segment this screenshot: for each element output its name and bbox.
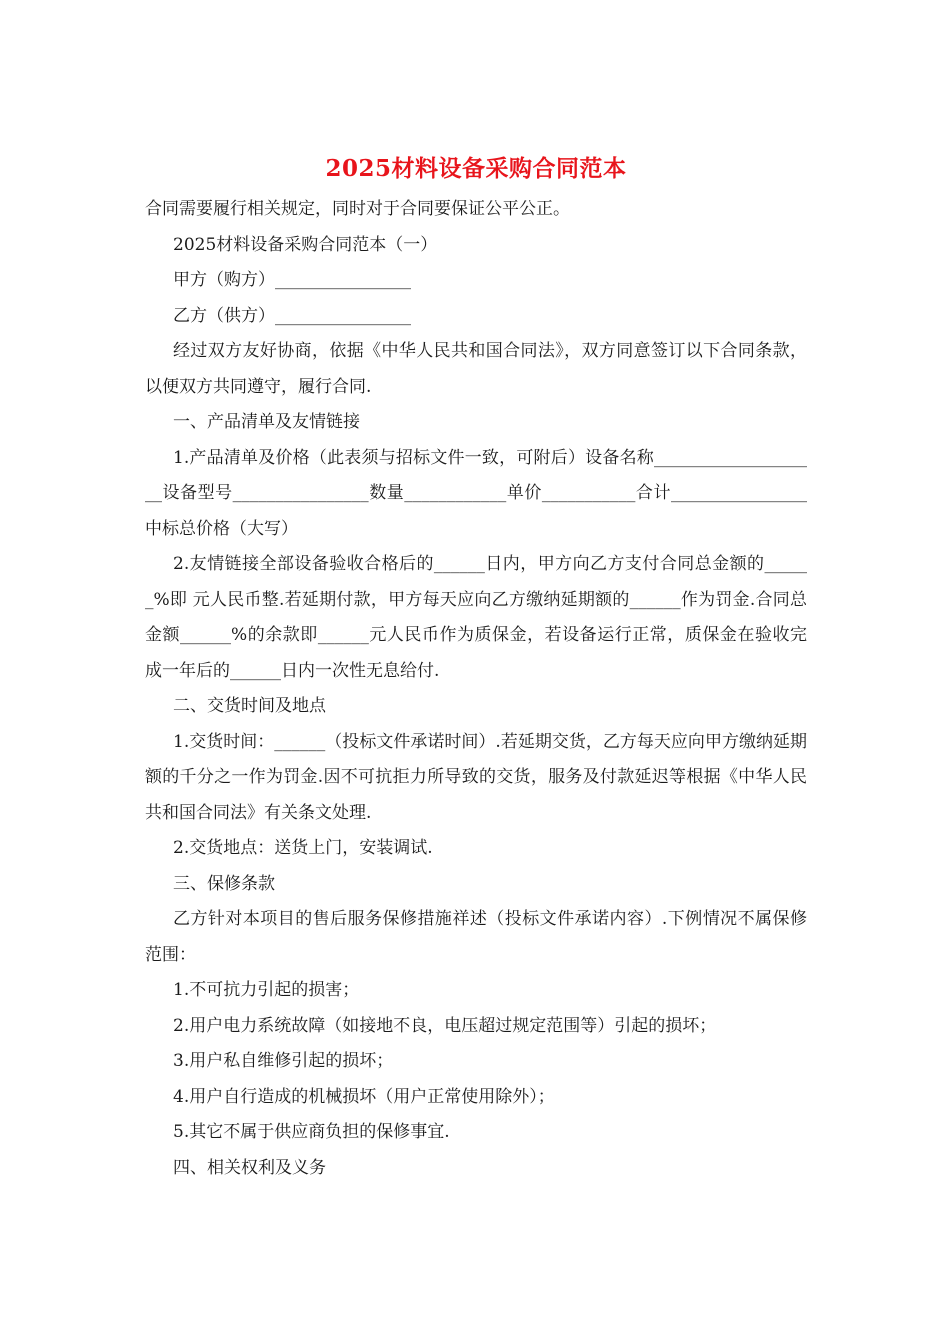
paragraph: 5.其它不属于供应商负担的保修事宜. [173, 1122, 450, 1142]
paragraph: 甲方（购方）________________ [173, 270, 411, 290]
paragraph: 3.用户私自维修引起的损坏； [173, 1051, 394, 1071]
paragraph: 乙方（供方）________________ [173, 305, 411, 326]
paragraph: 1.不可抗力引起的损害； [173, 980, 360, 1000]
paragraph: 四、相关权利及义务 [173, 1157, 326, 1178]
paragraph: 一、产品清单及友情链接 [173, 412, 360, 432]
document-page [145, 150, 807, 1186]
paragraph: 2.友情链接全部设备验收合格后的______日内，甲方向乙方支付合同总金额的______%即 元人民币整.若延期付款，甲方每天应向乙方缴纳延期额的______作为罚金.合同总金额______%的余款即______元人民币作为质保金，若设备运行正常，质保金在验收完成一年后的______日内一次性无息给付. [145, 554, 807, 681]
paragraph: 三、保修条款 [173, 873, 275, 894]
paragraph: 二、交货时间及地点 [173, 696, 326, 716]
paragraph: 1.产品清单及价格（此表须与招标文件一致，可附后）设备名称____________________设备型号________________数量____________单价___________合计________________中标总价格（大写） [145, 447, 807, 539]
document-body [145, 192, 807, 1186]
paragraph: 4.用户自行造成的机械损坏（用户正常使用除外）； [173, 1086, 555, 1107]
paragraph: 2.用户电力系统故障（如接地不良，电压超过规定范围等）引起的损坏； [173, 1015, 717, 1036]
paragraph: 1.交货时间：______（投标文件承诺时间）.若延期交货，乙方每天应向甲方缴纳延期额的千分之一作为罚金.因不可抗拒力所导致的交货，服务及付款延迟等根据《中华人民共和国合同法》有关条文处理. [145, 731, 807, 823]
paragraph: 2025材料设备采购合同范本（一） [173, 234, 438, 255]
paragraph: 乙方针对本项目的售后服务保修措施祥述（投标文件承诺内容）.下例情况不属保修范围： [145, 909, 807, 965]
paragraph: 合同需要履行相关规定，同时对于合同要保证公平公正。 [145, 199, 570, 219]
paragraph: 2.交货地点：送货上门，安装调试. [173, 838, 433, 858]
paragraph: 经过双方友好协商，依据《中华人民共和国合同法》，双方同意签订以下合同条款，以便双方共同遵守，履行合同. [145, 341, 807, 397]
document-title: 2025材料设备采购合同范本 [325, 155, 627, 182]
